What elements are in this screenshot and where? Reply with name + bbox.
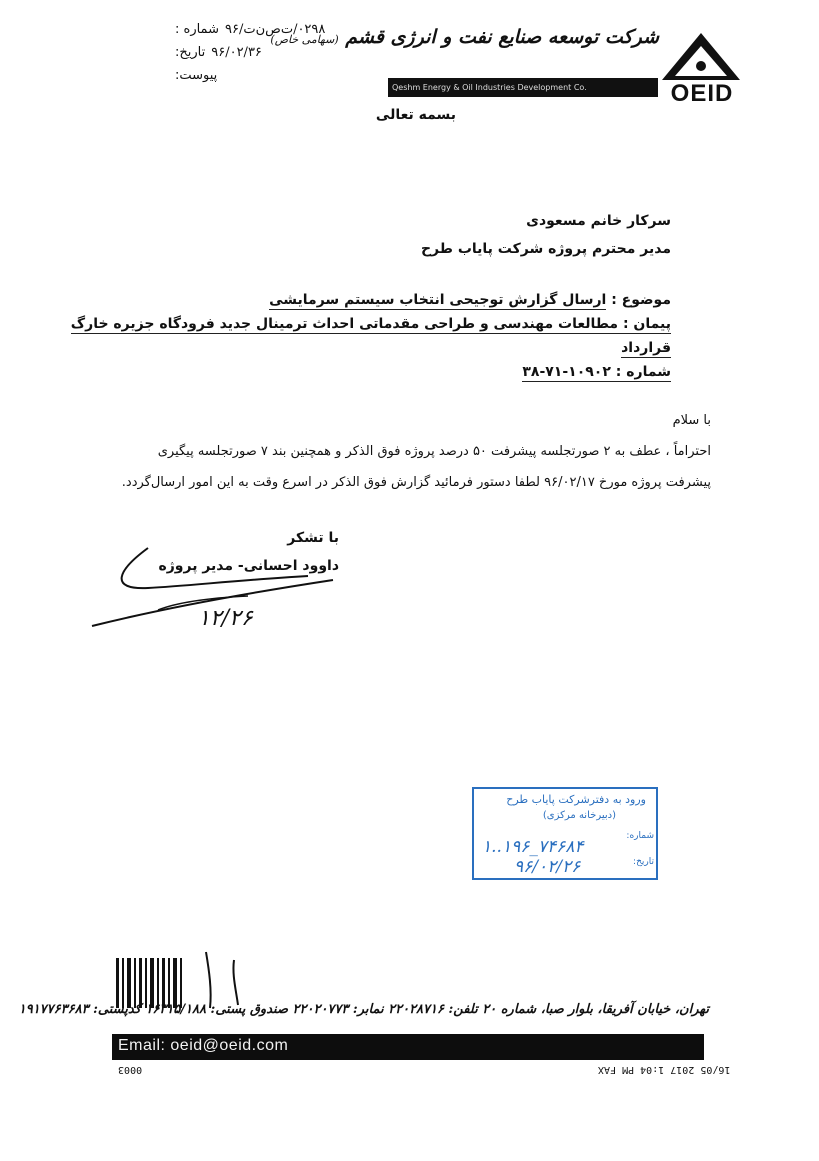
subject-line: [51, 288, 671, 312]
recipient-name: سرکار خانم مسعودی: [526, 213, 671, 229]
recipient-title: مدیر محترم پروژه شرکت پایاب طرح: [420, 241, 671, 257]
subject-block: [51, 288, 671, 384]
greeting: با سلام: [672, 413, 711, 428]
fax-timestamp: 16/05 2017 1:04 PM FAX: [598, 1064, 731, 1075]
letter-date-label: تاریخ:: [175, 45, 206, 60]
contract-text: پیمان : مطالعات مهندسی و طراحی مقدماتی احداث ترمینال جدید فرودگاه جزیره خارگ قرارداد: [70, 316, 671, 356]
letter-body: [91, 405, 711, 498]
closing-text: با تشکر: [287, 530, 339, 546]
barcode-marks-icon: [114, 950, 354, 1010]
body-paragraph-line-1: احتراماً ، عطف به ۲ صورتجلسه پیشرفت ۵۰ درصد پروژه فوق الذکر و همچنین بند ۷ صورتجلسه پیگیری: [157, 444, 711, 459]
fax-page-number: 0003: [118, 1064, 143, 1075]
subject-label: موضوع :: [611, 292, 671, 308]
letter-date-value: ۹۶/۰۲/۳۶: [211, 45, 262, 60]
stamp-title: ورود به دفترشرکت پایاب طرح: [506, 793, 646, 806]
signatory-name: داوود احسانی- مدیر پروژه: [158, 558, 339, 574]
handwritten-date: ۱۲/۲۶: [198, 606, 253, 631]
stamp-number-value: ۱..۱۹۶_۷۴۶۸۴: [482, 837, 584, 857]
contract-line: [51, 312, 671, 360]
stamp-date-value: ۹۶/۰۲/۲۶: [514, 857, 581, 877]
company-english-bar: Qeshm Energy & Oil Industries Development Co.: [388, 78, 658, 97]
body-paragraph-line-2: پیشرفت پروژه مورخ ۹۶/۰۲/۱۷ لطفا دستور فرمائید گزارش فوق الذکر در اسرع وقت به این امور ارسال‌گردد.: [121, 475, 711, 490]
company-logo-text: OEID: [670, 80, 734, 107]
letter-number-value: ۰۲۹۸/ت‌ص‌ن‌ت/۹۶: [224, 22, 326, 37]
stamp-date-label: تاریخ:: [633, 857, 654, 867]
letter-attachment-label: پیوست:: [175, 68, 218, 83]
contract-number-line: [51, 360, 671, 384]
letter-attachment-row: [175, 64, 335, 87]
stamp-number-label: شماره:: [626, 831, 654, 841]
recipient-block: [421, 207, 671, 263]
subject-text: ارسال گزارش توجیحی انتخاب سیستم سرمایشی: [269, 292, 607, 308]
footer-address: تهران، خیابان آفریقا، بلوار صبا، شماره ۲۰ تلفن: ۲۲۰۲۸۷۱۶ نمابر: ۲۲۰۲۰۷۷۳ صندوق پستی: ۱۶۳۱۵/۱۸۸ کدپستی: ۱۹۱۷۷۶۳۶۸۳: [18, 1002, 709, 1017]
company-name: [270, 26, 659, 48]
basmala: بسمه تعالی: [375, 107, 456, 123]
stamp-subtitle: (دبیرخانه مرکزی): [542, 810, 616, 821]
contract-number: شماره : ۱۰۹۰۲-۷۱-۳۸: [522, 364, 671, 380]
company-type: (سهامی خاص): [270, 33, 339, 46]
receipt-stamp: [472, 787, 658, 880]
letter-number-label: شماره :: [175, 22, 219, 37]
company-name-text: شرکت توسعه صنایع نفت و انرژی قشم: [345, 26, 659, 48]
handwritten-signature-icon: [88, 540, 348, 650]
footer-email: Email: oeid@oeid.com: [118, 1037, 289, 1054]
